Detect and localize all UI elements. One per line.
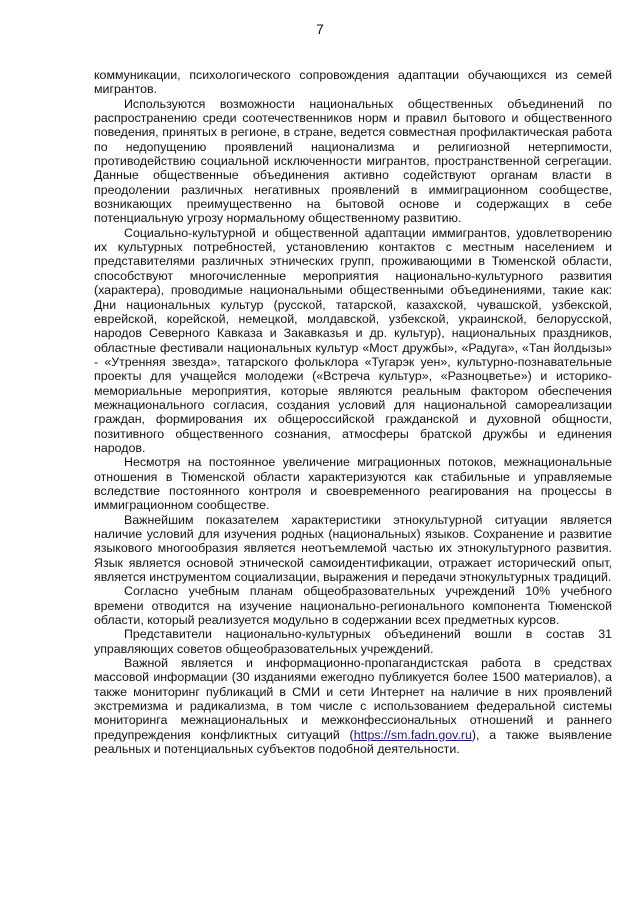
- monitoring-system-link[interactable]: https://sm.fadn.gov.ru: [353, 727, 472, 742]
- paragraph-3: Социально-культурной и общественной адаптации иммигрантов, удовлетворению их культурных потребностей, установлению контактов с местным населением и представителями различных этнических групп, проживающими в Тюменской области, способствуют многочисленные мероприятия национально-культурного развития (характера), проводимые национальными общественными объединениями, такие как: Дни национальных культур (русской, татарской, казахской, чувашской, узбекской, еврейской, корейской, немецкой, молдавской, узбекской, украинской, белорусской, народов Северного Кавказа и Закавказья и др. культур), национальных праздников, областные фестивали национальных культур «Мост дружбы», «Радуга», «Тан йолдызы» - «Утренняя звезда», татарского фольклора «Тугарэк уен», культурно-познавательные проекты для учащейся молодежи («Встреча культур», «Разноцветье») и историко-мемориальные мероприятия, которые являются реальным фактором обеспечения межнационального согласия, создания условий для национальной самореализации граждан, формирования их общероссийской гражданской и духовной общности, позитивного общественного сознания, атмосферы братской дружбы и единения народов.: [94, 225, 612, 455]
- paragraph-6: Согласно учебным планам общеобразовательных учреждений 10% учебного времени отводится на изучение национально-регионального компонента Тюменской области, который реализуется модульно в содержании всех предметных курсов.: [94, 584, 612, 628]
- paragraph-1: коммуникации, психологического сопровождения адаптации обучающихся из семей мигрантов.: [94, 68, 612, 97]
- paragraph-5: Важнейшим показателем характеристики этнокультурной ситуации является наличие условий для изучения родных (национальных) языков. Сохранение и развитие языкового многообразия является неотъемлемой частью их этнокультурного развития. Язык является основой этнической самоидентификации, отражает исторический опыт, является инструментом социализации, выражения и передачи этнокультурных традиций.: [94, 512, 612, 585]
- paragraph-8: [94, 656, 612, 756]
- paragraph-8-text-end: ), а также выявление реальных и потенциальных субъектов подобной деятельности.: [94, 727, 612, 757]
- paragraph-7: Представители национально-культурных объединений вошли в состав 31 управляющих советов общеобразовательных учреждений.: [94, 627, 612, 656]
- document-body: [94, 68, 612, 757]
- paragraph-4: Несмотря на постоянное увеличение миграционных потоков, межнациональные отношения в Тюменской области характеризуются как стабильные и управляемые вследствие постоянного контроля и своевременного реагирования на процессы в иммиграционном сообществе.: [94, 455, 612, 513]
- paragraph-2: Используются возможности национальных общественных объединений по распространению среди соотечественников норм и правил бытового и общественного поведения, принятых в регионе, в стране, ведется совместная профилактическая работа по недопущению проявлений национализма и религиозной нетерпимости, противодействию социальной исключенности мигрантов, пространственной сегрегации. Данные общественные объединения активно содействуют органам власти в преодолении различных негативных проявлений в иммиграционном сообществе, возникающих преимущественно на бытовой основе и содержащих в себе потенциальную угрозу нормальному общественному развитию.: [94, 96, 612, 226]
- paragraph-8-text-start: Важной является и информационно-пропагандистская работа в средствах массовой информации (30 изданиями ежегодно публикуется более 1500 материалов), а также мониторинг публикаций в СМИ и сети Интернет на наличие в них проявлений экстремизма и радикализма, в том числе с использованием федеральной системы мониторинга межнациональных и межконфессиональных отношений и раннего предупреждения конфликтных ситуаций (: [94, 656, 612, 742]
- page-number: 7: [316, 22, 324, 37]
